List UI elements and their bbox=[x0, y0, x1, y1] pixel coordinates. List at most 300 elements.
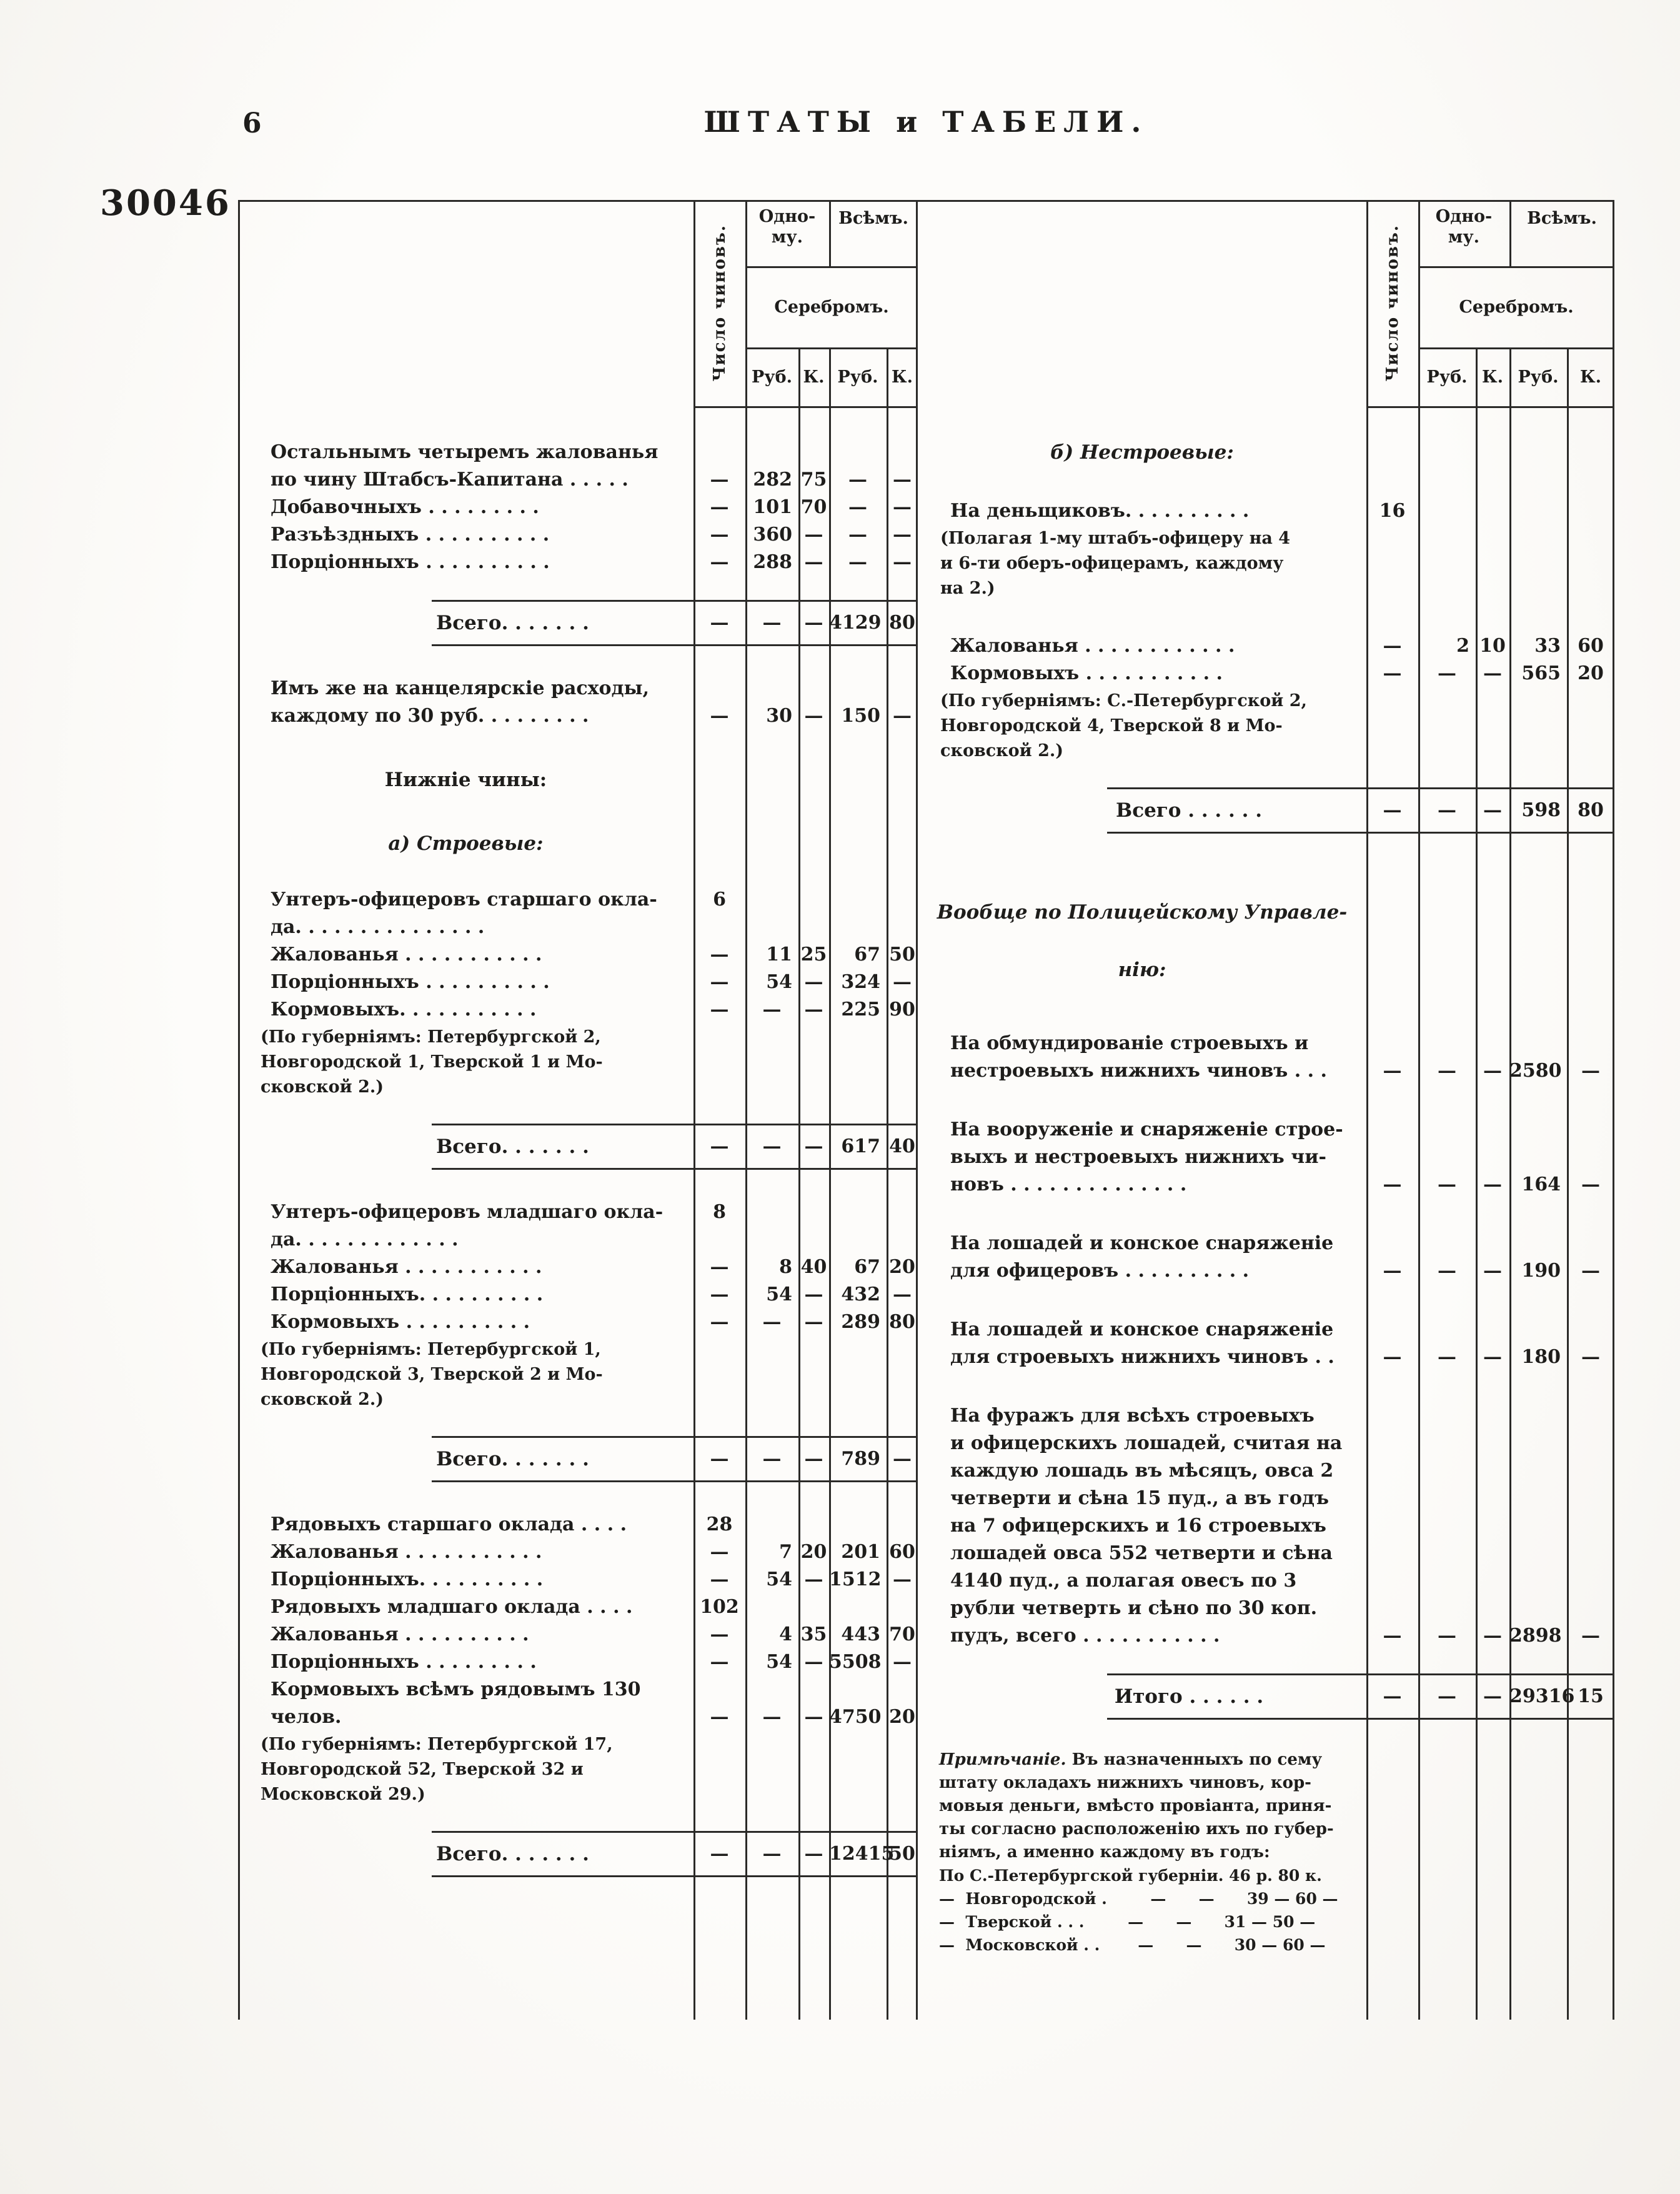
table-row bbox=[238, 941, 918, 969]
cell-rub-odnomu: 8 bbox=[779, 1256, 792, 1278]
cell-kop-vsem: — bbox=[1581, 1625, 1600, 1647]
cell-chislo-chinov: — bbox=[710, 1843, 729, 1865]
cell-kop-vsem: — bbox=[893, 1651, 912, 1673]
chislo-chinov-label: Число чиновъ. bbox=[710, 224, 729, 382]
cell-rub-odnomu: 360 bbox=[753, 524, 792, 546]
cell-chislo-chinov: — bbox=[710, 551, 729, 573]
cell-chislo-chinov: — bbox=[710, 524, 729, 546]
cell-rub-odnomu: — bbox=[762, 1706, 782, 1728]
odnomu-line: Одно- bbox=[758, 207, 816, 226]
table-row bbox=[918, 1230, 1614, 1285]
note-line: (Полагая 1-му штабъ-офицеру на 4 bbox=[940, 529, 1291, 548]
section-heading bbox=[918, 439, 1366, 466]
cell-rub-odnomu: — bbox=[762, 1311, 782, 1333]
cell-kop-vsem: — bbox=[893, 1284, 912, 1305]
cell-rub-vsem: 4129 bbox=[829, 612, 882, 634]
total-rule-bottom bbox=[432, 1875, 918, 1877]
note-line: сковской 2.) bbox=[261, 1390, 384, 1409]
running-title: ШТАТЫ и ТАБЕЛИ. bbox=[703, 105, 1149, 139]
cell-kop-odnomu: 70 bbox=[800, 496, 827, 518]
cell-chislo-chinov: 6 bbox=[713, 889, 726, 910]
table-row bbox=[918, 497, 1614, 525]
footnote-line: Примѣчаніе. Въ назначенныхъ по сему bbox=[939, 1750, 1323, 1769]
cell-rub-odnomu: 54 bbox=[766, 1651, 792, 1673]
cell-rub-vsem: 225 bbox=[841, 999, 880, 1020]
serebrom-header: Серебромъ. bbox=[774, 297, 889, 317]
label-line: Порціонныхъ. . . . . . . . . . bbox=[271, 1568, 544, 1590]
cell-rub-odnomu: 54 bbox=[766, 1568, 792, 1590]
label-line: Кормовыхъ. . . . . . . . . . . bbox=[271, 999, 537, 1020]
cell-kop-odnomu: 25 bbox=[800, 944, 827, 965]
total-rule-bottom bbox=[1107, 832, 1614, 834]
section-heading bbox=[238, 830, 693, 857]
cell-kop-vsem: 80 bbox=[1578, 799, 1604, 821]
row-label bbox=[238, 1538, 693, 1566]
label-line: Рядовыхъ старшаго оклада . . . . bbox=[271, 1513, 627, 1535]
cell-rub-odnomu: — bbox=[762, 1135, 782, 1157]
note bbox=[918, 526, 1366, 601]
cell-kop-odnomu: — bbox=[1483, 1060, 1502, 1082]
cell-kop-vsem: 50 bbox=[889, 944, 915, 965]
row-label bbox=[238, 675, 693, 730]
cell-rub-vsem: 432 bbox=[841, 1284, 880, 1305]
label-line: Рядовыхъ младшаго оклада . . . . bbox=[271, 1596, 633, 1618]
cell-kop-vsem: — bbox=[1581, 1060, 1600, 1082]
note-line: Новгородской 3, Тверской 2 и Мо- bbox=[261, 1365, 603, 1384]
cell-kop-odnomu: — bbox=[1483, 1625, 1502, 1647]
note bbox=[238, 1025, 693, 1100]
table-row bbox=[238, 996, 918, 1024]
cell-rub-vsem: 164 bbox=[1521, 1174, 1561, 1195]
label-line: Кормовыхъ всѣмъ рядовымъ 130 bbox=[271, 1678, 641, 1700]
cell-kop-odnomu: — bbox=[1483, 662, 1502, 684]
total-row bbox=[238, 1124, 918, 1170]
total-rule-bottom bbox=[432, 644, 918, 646]
note-line: Новгородской 1, Тверской 1 и Мо- bbox=[261, 1052, 603, 1072]
cell-kop-vsem: — bbox=[893, 971, 912, 993]
cell-chislo-chinov: — bbox=[710, 496, 729, 518]
table-row bbox=[918, 1402, 1614, 1650]
cell-chislo-chinov: — bbox=[1383, 1260, 1402, 1282]
cell-kop-odnomu: 75 bbox=[800, 469, 827, 491]
row-label bbox=[918, 1402, 1366, 1650]
cell-kop-vsem: — bbox=[893, 1568, 912, 1590]
cell-kop-vsem: — bbox=[1581, 1260, 1600, 1282]
cell-kop-vsem: 80 bbox=[889, 612, 915, 634]
kop-vsem-header: К. bbox=[892, 367, 913, 387]
total-label: Всего. . . . . . . bbox=[436, 1135, 589, 1158]
row-label bbox=[918, 632, 1366, 660]
cell-rub-vsem: 67 bbox=[854, 944, 880, 965]
cell-kop-vsem: 90 bbox=[889, 999, 915, 1020]
cell-rub-odnomu: — bbox=[762, 612, 782, 634]
cell-kop-odnomu: — bbox=[804, 551, 823, 573]
cell-kop-vsem: 80 bbox=[889, 1311, 915, 1333]
row-label bbox=[238, 996, 693, 1024]
cell-chislo-chinov: — bbox=[710, 1311, 729, 1333]
cell-kop-vsem: 20 bbox=[889, 1706, 915, 1728]
row-label bbox=[238, 1199, 693, 1254]
odnomu-line: Одно- bbox=[1435, 207, 1493, 226]
heading-line: нію: bbox=[1118, 959, 1166, 981]
note bbox=[918, 689, 1366, 764]
label-line: На фуражъ для всѣхъ строевыхъ bbox=[950, 1405, 1315, 1427]
table-row bbox=[918, 1116, 1614, 1199]
label-line: Жалованья . . . . . . . . . . . . bbox=[950, 635, 1235, 657]
label-line: Имъ же на канцелярскіе расходы, bbox=[271, 677, 650, 699]
rub-odnomu-header: Руб. bbox=[752, 367, 792, 387]
cell-rub-odnomu: 4 bbox=[779, 1623, 792, 1645]
cell-kop-vsem: — bbox=[893, 551, 912, 573]
total-rule-top bbox=[432, 1436, 918, 1438]
cell-rub-odnomu: 2 bbox=[1456, 635, 1469, 657]
row-label bbox=[238, 1621, 693, 1648]
rub-vsem-header: Руб. bbox=[1518, 367, 1559, 387]
footnote-line: мовыя деньги, вмѣсто провіанта, приня- bbox=[939, 1797, 1332, 1815]
cell-rub-vsem: 617 bbox=[841, 1135, 880, 1157]
total-label: Всего. . . . . . . bbox=[436, 612, 589, 634]
cell-rub-odnomu: — bbox=[1438, 1060, 1456, 1082]
label-line: для строевыхъ нижнихъ чиновъ . . bbox=[950, 1346, 1335, 1368]
row-label bbox=[238, 1309, 693, 1336]
cell-rub-odnomu: 54 bbox=[766, 1284, 792, 1305]
total-row bbox=[918, 1673, 1614, 1720]
cell-rub-odnomu: — bbox=[762, 1448, 782, 1470]
cell-kop-odnomu: 20 bbox=[800, 1541, 827, 1563]
cell-rub-vsem: 5508 bbox=[829, 1651, 882, 1673]
chislo-chinov-header bbox=[693, 200, 745, 406]
row-label bbox=[238, 494, 693, 521]
cell-rub-vsem: — bbox=[848, 524, 867, 546]
cell-kop-odnomu: — bbox=[804, 1311, 823, 1333]
cell-kop-odnomu: — bbox=[804, 999, 823, 1020]
cell-rub-vsem: 201 bbox=[841, 1541, 880, 1563]
total-label: Итого . . . . . . bbox=[1114, 1685, 1264, 1708]
cell-rub-odnomu: — bbox=[1438, 662, 1456, 684]
footnote-line: ты согласно расположенію ихъ по губер- bbox=[939, 1820, 1334, 1838]
cell-rub-vsem: 789 bbox=[841, 1448, 880, 1470]
cell-rub-odnomu: — bbox=[1438, 1685, 1456, 1707]
row-label bbox=[238, 886, 693, 941]
section-heading bbox=[238, 766, 693, 794]
cell-kop-odnomu: 35 bbox=[800, 1623, 827, 1645]
label-line: для офицеровъ . . . . . . . . . . bbox=[950, 1260, 1250, 1282]
table-row bbox=[918, 1316, 1614, 1371]
note-line: на 2.) bbox=[940, 579, 995, 598]
cell-chislo-chinov: — bbox=[1383, 635, 1402, 657]
label-line: Порціонныхъ . . . . . . . . . . bbox=[271, 551, 550, 573]
cell-chislo-chinov: — bbox=[710, 1651, 729, 1673]
cell-kop-odnomu: 40 bbox=[800, 1256, 827, 1278]
label-line: Порціонныхъ . . . . . . . . . . bbox=[271, 971, 550, 993]
footnote bbox=[918, 1748, 1366, 1957]
cell-chislo-chinov: — bbox=[710, 469, 729, 491]
label-line: Унтеръ-офицеровъ старшаго окла- bbox=[271, 889, 657, 910]
total-label: Всего. . . . . . . bbox=[436, 1843, 589, 1865]
cell-rub-vsem: 598 bbox=[1521, 799, 1561, 821]
cell-chislo-chinov: — bbox=[710, 705, 729, 727]
label-line: Жалованья . . . . . . . . . . . bbox=[271, 944, 542, 965]
cell-chislo-chinov: — bbox=[1383, 1060, 1402, 1082]
cell-rub-odnomu: 11 bbox=[766, 944, 792, 965]
table-row bbox=[238, 439, 918, 494]
label-line: Разъѣздныхъ . . . . . . . . . . bbox=[271, 524, 550, 546]
row-label bbox=[238, 1511, 693, 1538]
rate-line: По С.-Петербургской губерніи. 46 р. 80 к. bbox=[939, 1867, 1322, 1885]
cell-kop-vsem: — bbox=[893, 524, 912, 546]
note-line: Московской 29.) bbox=[261, 1785, 425, 1804]
row-label bbox=[918, 1316, 1366, 1371]
label-line: Жалованья . . . . . . . . . . . bbox=[271, 1256, 542, 1278]
odnomu-header bbox=[745, 200, 829, 266]
row-label bbox=[918, 1230, 1366, 1285]
label-line: и офицерскихъ лошадей, считая на bbox=[950, 1432, 1343, 1454]
table-rows bbox=[238, 406, 918, 1905]
cell-rub-vsem: 2898 bbox=[1509, 1625, 1562, 1647]
kop-vsem-header: К. bbox=[1580, 367, 1601, 387]
cell-kop-odnomu: — bbox=[804, 705, 823, 727]
cell-rub-vsem: 67 bbox=[854, 1256, 880, 1278]
row-label bbox=[238, 521, 693, 549]
table-row bbox=[238, 549, 918, 576]
label-line: Жалованья . . . . . . . . . . . bbox=[271, 1541, 542, 1563]
table-row bbox=[238, 1309, 918, 1336]
odnomu-header bbox=[1418, 200, 1509, 266]
cell-chislo-chinov: — bbox=[1383, 1174, 1402, 1195]
cell-rub-odnomu: — bbox=[762, 1843, 782, 1865]
cell-rub-vsem: 289 bbox=[841, 1311, 880, 1333]
cell-kop-odnomu: — bbox=[804, 612, 823, 634]
cell-kop-vsem: 20 bbox=[889, 1256, 915, 1278]
row-label bbox=[918, 497, 1366, 525]
cell-rub-odnomu: — bbox=[1438, 1346, 1456, 1368]
cell-kop-odnomu: — bbox=[1483, 1346, 1502, 1368]
cell-rub-odnomu: 7 bbox=[779, 1541, 792, 1563]
cell-chislo-chinov: — bbox=[1383, 662, 1402, 684]
cell-rub-vsem: 12415 bbox=[829, 1843, 895, 1865]
cell-kop-odnomu: — bbox=[1483, 1685, 1502, 1707]
row-label bbox=[238, 941, 693, 969]
total-rule-top bbox=[432, 1831, 918, 1833]
cell-kop-vsem: — bbox=[893, 1448, 912, 1470]
cell-rub-odnomu: — bbox=[1438, 1174, 1456, 1195]
label-line: каждому по 30 руб. . . . . . . . . bbox=[271, 705, 589, 727]
cell-chislo-chinov: — bbox=[710, 1706, 729, 1728]
table-row bbox=[238, 1199, 918, 1254]
cell-chislo-chinov: — bbox=[710, 1448, 729, 1470]
row-label bbox=[238, 1566, 693, 1593]
cell-rub-odnomu: — bbox=[1438, 799, 1456, 821]
chislo-chinov-header bbox=[1366, 200, 1418, 406]
cell-chislo-chinov: — bbox=[710, 944, 729, 965]
cell-chislo-chinov: — bbox=[710, 1568, 729, 1590]
cell-chislo-chinov: — bbox=[710, 971, 729, 993]
total-rule-top bbox=[432, 600, 918, 602]
cell-kop-vsem: 40 bbox=[889, 1135, 915, 1157]
cell-rub-odnomu: 54 bbox=[766, 971, 792, 993]
row-label bbox=[918, 1030, 1366, 1085]
row-label bbox=[238, 549, 693, 576]
label-line: челов. bbox=[271, 1706, 342, 1728]
label-line: каждую лошадь въ мѣсяцъ, овса 2 bbox=[950, 1460, 1334, 1482]
note-line: (По губерніямъ: С.-Петербургской 2, bbox=[940, 691, 1307, 711]
total-row bbox=[918, 787, 1614, 834]
label-line: новъ . . . . . . . . . . . . . . bbox=[950, 1174, 1187, 1195]
label-line: Добавочныхъ . . . . . . . . . bbox=[271, 496, 539, 518]
note-line: Новгородской 4, Тверской 8 и Мо- bbox=[940, 716, 1283, 735]
cell-rub-odnomu: 30 bbox=[766, 705, 792, 727]
cell-rub-vsem: 1512 bbox=[829, 1568, 882, 1590]
heading-line: Нижніе чины: bbox=[384, 769, 547, 791]
cell-rub-vsem: 190 bbox=[1521, 1260, 1561, 1282]
cell-rub-odnomu: 101 bbox=[753, 496, 792, 518]
table-row bbox=[238, 1511, 918, 1538]
heading-line: б) Нестроевые: bbox=[1050, 441, 1234, 464]
kop-odnomu-header: К. bbox=[1482, 367, 1503, 387]
cell-chislo-chinov: — bbox=[710, 999, 729, 1020]
cell-kop-odnomu: — bbox=[804, 1568, 823, 1590]
total-rule-top bbox=[432, 1124, 918, 1125]
odnomu-line: му. bbox=[1448, 227, 1480, 247]
table-row bbox=[238, 1621, 918, 1648]
table-row bbox=[238, 969, 918, 996]
cell-chislo-chinov: — bbox=[710, 1135, 729, 1157]
total-label: Всего. . . . . . . bbox=[436, 1448, 589, 1470]
cell-rub-vsem: 33 bbox=[1534, 635, 1561, 657]
total-rule-bottom bbox=[432, 1480, 918, 1482]
staff-table-right bbox=[918, 200, 1614, 2020]
label-line: 4140 пуд., а полагая овесъ по 3 bbox=[950, 1570, 1297, 1592]
cell-chislo-chinov: 16 bbox=[1379, 500, 1406, 522]
footnote-lead: Примѣчаніе. bbox=[939, 1750, 1072, 1769]
staff-table-left bbox=[238, 200, 918, 2020]
cell-rub-vsem: — bbox=[848, 496, 867, 518]
cell-chislo-chinov: — bbox=[710, 612, 729, 634]
note-line: (По губерніямъ: Петербургской 2, bbox=[261, 1027, 601, 1047]
table-row bbox=[238, 1648, 918, 1676]
table-row bbox=[238, 1538, 918, 1566]
note-line: и 6-ти оберъ-офицерамъ, каждому bbox=[940, 554, 1284, 573]
label-line: На деньщиковъ. . . . . . . . . . bbox=[950, 500, 1250, 522]
cell-kop-vsem: 60 bbox=[889, 1541, 915, 1563]
note-line: сковской 2.) bbox=[261, 1077, 384, 1097]
total-row bbox=[238, 1436, 918, 1482]
label-line: На лошадей и конское снаряженіе bbox=[950, 1232, 1334, 1254]
cell-chislo-chinov: — bbox=[710, 1256, 729, 1278]
table-row bbox=[238, 675, 918, 730]
chislo-chinov-label: Число чиновъ. bbox=[1383, 224, 1402, 382]
cell-chislo-chinov: 28 bbox=[706, 1513, 733, 1535]
total-rule-bottom bbox=[1107, 1718, 1614, 1720]
row-label bbox=[238, 1648, 693, 1676]
cell-kop-vsem: 70 bbox=[889, 1623, 915, 1645]
label-line: На вооруженіе и снаряженіе строе- bbox=[950, 1119, 1343, 1140]
serebrom-header: Серебромъ. bbox=[1459, 297, 1574, 317]
label-line: На лошадей и конское снаряженіе bbox=[950, 1319, 1334, 1340]
cell-rub-vsem: 2580 bbox=[1509, 1060, 1562, 1082]
rub-vsem-header: Руб. bbox=[837, 367, 878, 387]
rate-line: — Новгородской . — — 39 — 60 — bbox=[939, 1890, 1338, 1908]
cell-kop-vsem: 20 bbox=[1578, 662, 1604, 684]
cell-kop-odnomu: 10 bbox=[1479, 635, 1506, 657]
label-line: Унтеръ-офицеровъ младшаго окла- bbox=[271, 1201, 664, 1223]
cell-chislo-chinov: — bbox=[710, 1623, 729, 1645]
table-row bbox=[918, 632, 1614, 660]
label-line: Жалованья . . . . . . . . . . bbox=[271, 1623, 529, 1645]
label-line: Кормовыхъ . . . . . . . . . . . bbox=[950, 662, 1223, 684]
cell-kop-odnomu: — bbox=[1483, 1174, 1502, 1195]
table-row bbox=[238, 886, 918, 941]
cell-kop-vsem: — bbox=[893, 496, 912, 518]
note-line: сковской 2.) bbox=[940, 741, 1064, 760]
cell-kop-odnomu: — bbox=[804, 1448, 823, 1470]
cell-kop-vsem: 50 bbox=[889, 1843, 915, 1865]
total-row bbox=[238, 1831, 918, 1877]
cell-rub-vsem: 565 bbox=[1521, 662, 1561, 684]
heading-line: а) Строевые: bbox=[388, 832, 544, 855]
label-line: выхъ и нестроевыхъ нижнихъ чи- bbox=[950, 1146, 1326, 1168]
label-line: На обмундированіе строевыхъ и bbox=[950, 1032, 1309, 1054]
cell-kop-odnomu: — bbox=[804, 971, 823, 993]
table-row bbox=[238, 1254, 918, 1281]
cell-kop-odnomu: — bbox=[1483, 799, 1502, 821]
cell-chislo-chinov: 102 bbox=[700, 1596, 739, 1618]
cell-rub-odnomu: — bbox=[1438, 1260, 1456, 1282]
heading-line: Вообще по Полицейскому Управле- bbox=[937, 901, 1348, 924]
total-rule-top bbox=[1107, 1673, 1614, 1675]
vsem-header: Всѣмъ. bbox=[838, 209, 908, 228]
label-line: по чину Штабсъ-Капитана . . . . . bbox=[271, 469, 629, 491]
total-rule-top bbox=[1107, 787, 1614, 789]
total-row bbox=[238, 600, 918, 646]
label-line: Порціонныхъ . . . . . . . . . bbox=[271, 1651, 537, 1673]
cell-rub-odnomu: 288 bbox=[753, 551, 792, 573]
cell-rub-vsem: 324 bbox=[841, 971, 880, 993]
cell-rub-vsem: 180 bbox=[1521, 1346, 1561, 1368]
note-line: (По губерніямъ: Петербургской 17, bbox=[261, 1735, 613, 1754]
cell-rub-vsem: 4750 bbox=[829, 1706, 882, 1728]
table-row bbox=[238, 1281, 918, 1309]
label-line: Порціонныхъ. . . . . . . . . . bbox=[271, 1284, 544, 1305]
cell-chislo-chinov: 8 bbox=[713, 1201, 726, 1223]
cell-kop-vsem: 60 bbox=[1578, 635, 1604, 657]
label-line: пудъ, всего . . . . . . . . . . . bbox=[950, 1625, 1220, 1647]
cell-kop-odnomu: — bbox=[804, 1284, 823, 1305]
row-label bbox=[918, 660, 1366, 687]
vsem-header: Всѣмъ. bbox=[1527, 209, 1597, 228]
cell-rub-vsem: — bbox=[848, 551, 867, 573]
note-line: (По губерніямъ: Петербургской 1, bbox=[261, 1340, 601, 1359]
cell-kop-odnomu: — bbox=[804, 1135, 823, 1157]
cell-chislo-chinov: — bbox=[1383, 1625, 1402, 1647]
label-line: нестроевыхъ нижнихъ чиновъ . . . bbox=[950, 1060, 1327, 1082]
cell-kop-odnomu: — bbox=[804, 524, 823, 546]
row-label bbox=[918, 1116, 1366, 1199]
cell-kop-odnomu: — bbox=[804, 1843, 823, 1865]
label-line: да. . . . . . . . . . . . . . . bbox=[271, 916, 485, 938]
total-label: Всего . . . . . . bbox=[1116, 799, 1262, 822]
row-label bbox=[238, 969, 693, 996]
row-label bbox=[238, 1593, 693, 1621]
section-heading bbox=[918, 884, 1366, 999]
footnote-line: ніямъ, а именно каждому въ годъ: bbox=[939, 1843, 1270, 1862]
cell-rub-vsem: 443 bbox=[841, 1623, 880, 1645]
table-row bbox=[918, 1030, 1614, 1085]
act-number: 30046 bbox=[100, 182, 231, 224]
odnomu-line: му. bbox=[771, 227, 803, 247]
table-row bbox=[238, 1566, 918, 1593]
row-label bbox=[238, 1676, 693, 1731]
